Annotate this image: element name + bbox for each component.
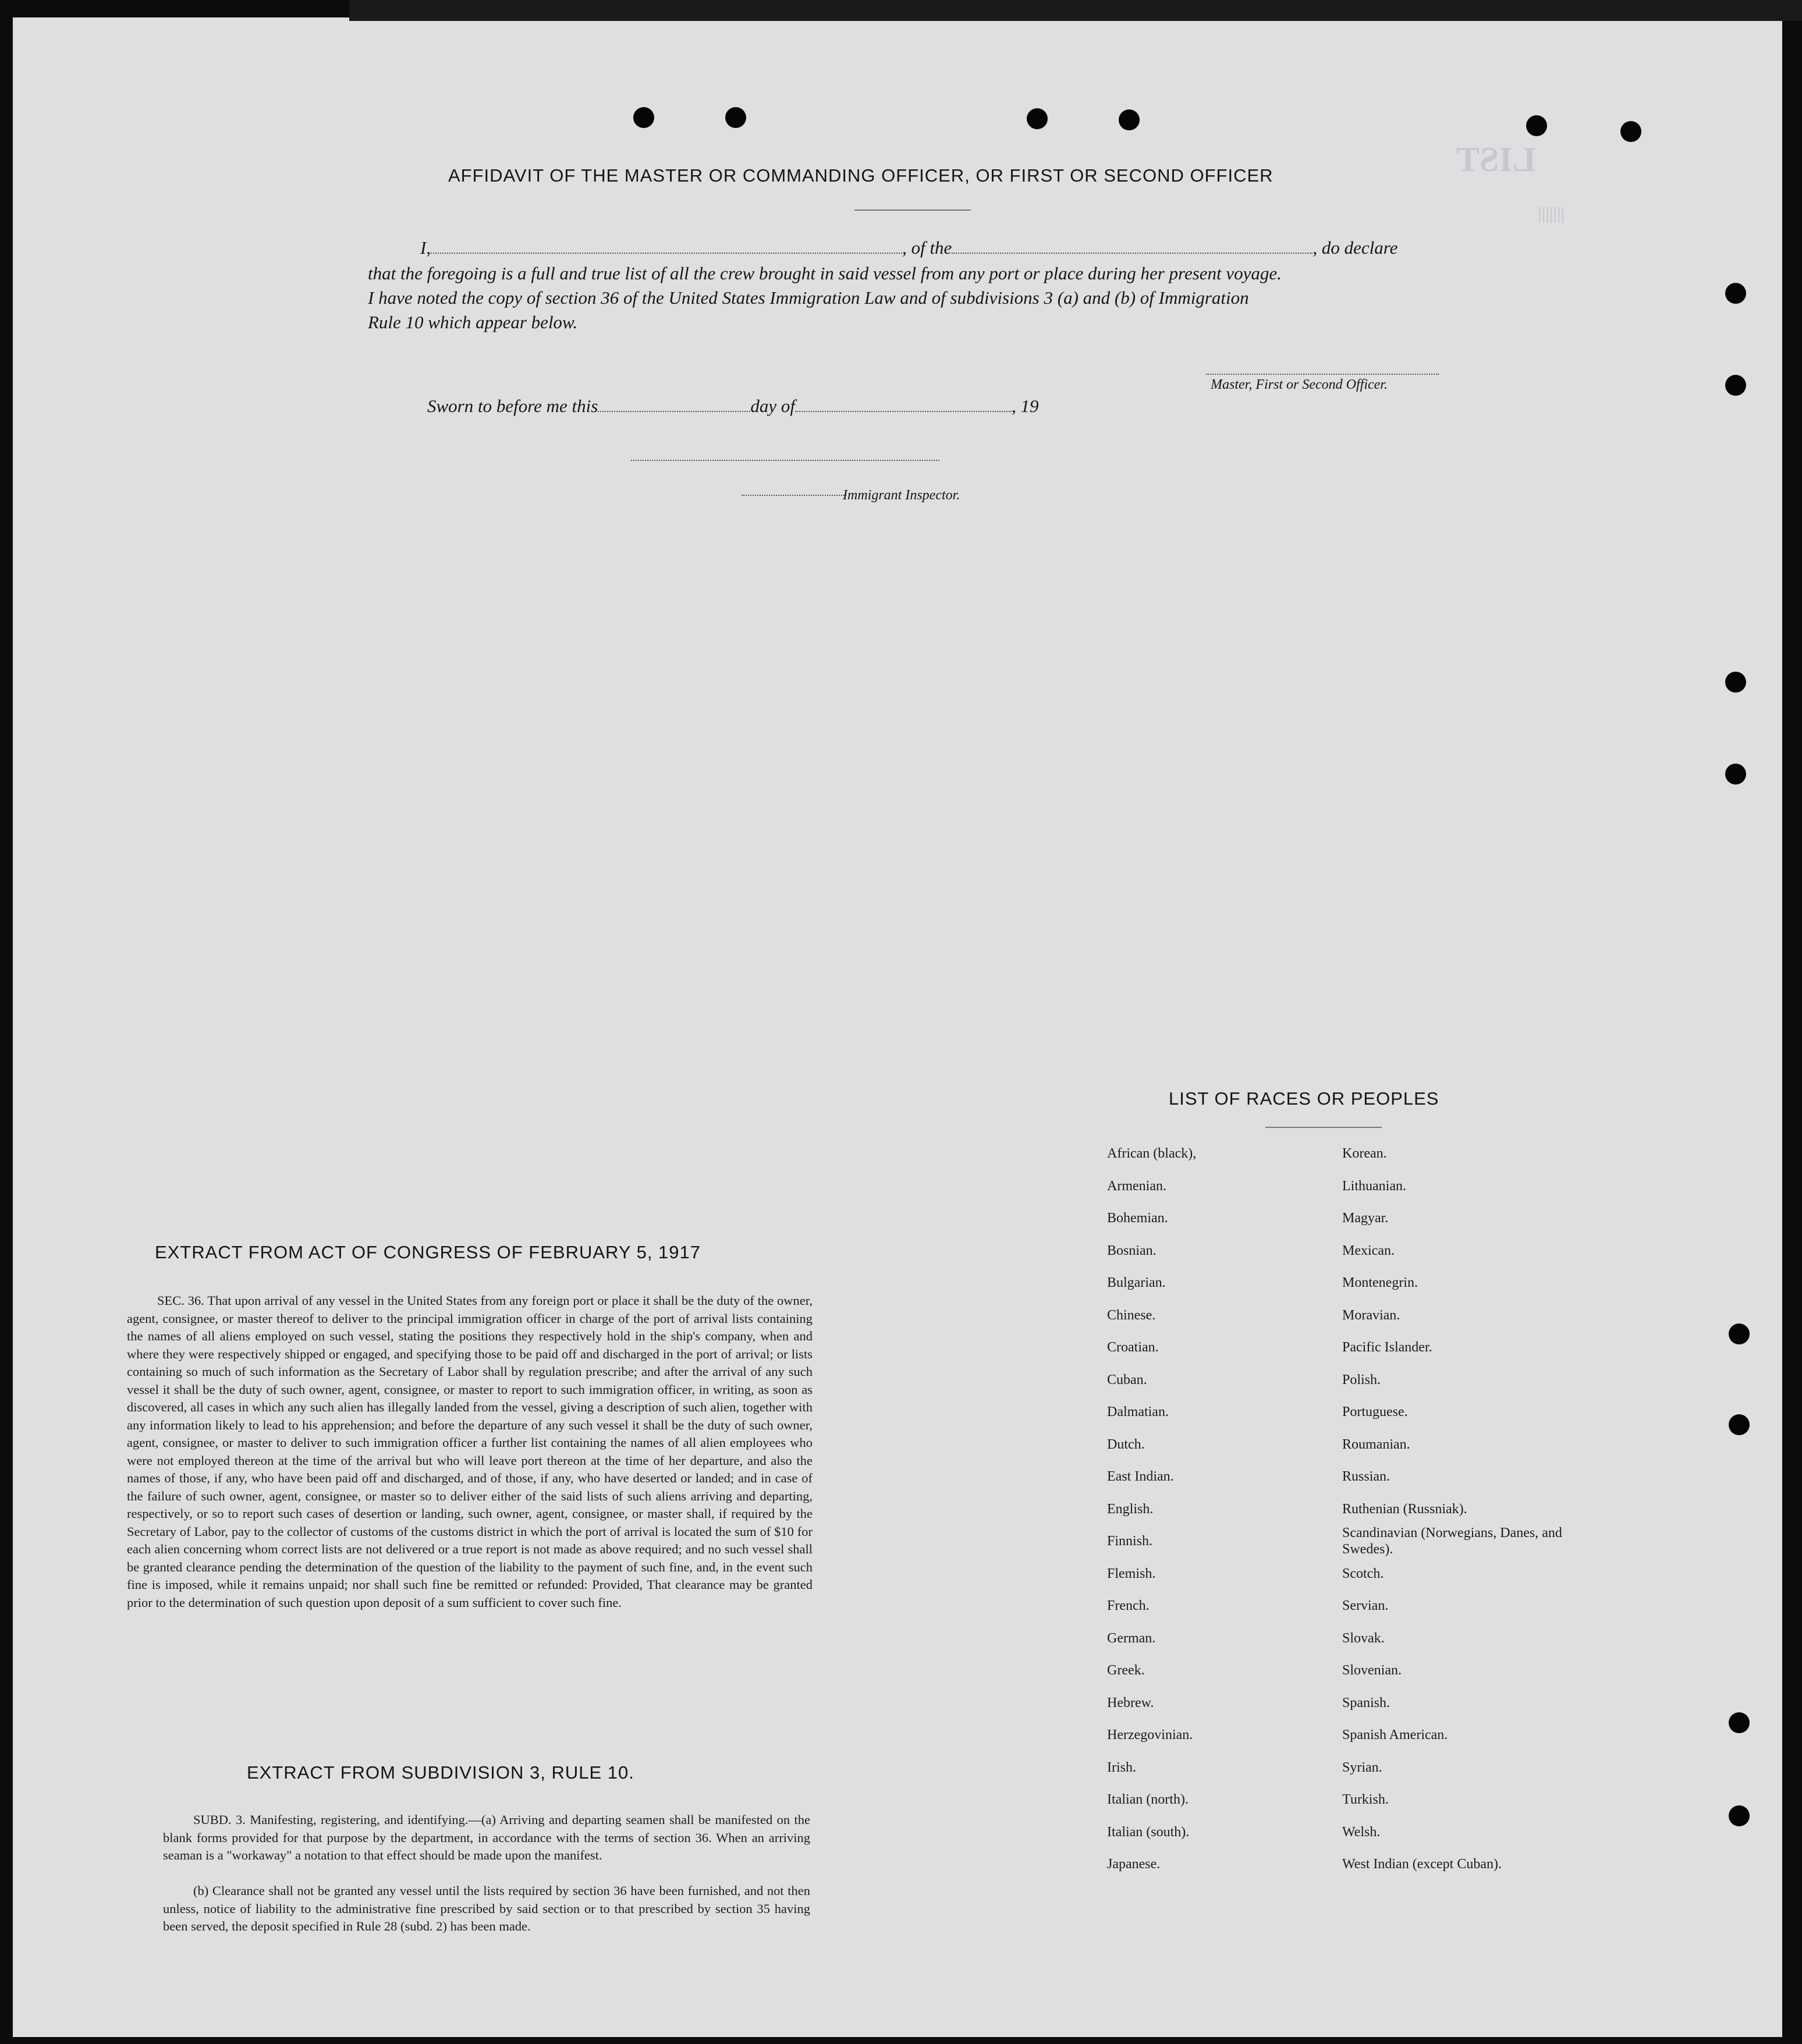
race-item: Syrian.	[1342, 1760, 1382, 1775]
document-page	[13, 17, 1782, 2037]
races-title-rule	[1265, 1127, 1382, 1128]
bleed-through-shadow: |||||||	[1538, 204, 1565, 223]
race-item: English.	[1107, 1502, 1154, 1517]
race-item: Italian (north).	[1107, 1792, 1189, 1807]
scan-top-edge	[349, 0, 1802, 21]
race-item: Croatian.	[1107, 1340, 1159, 1355]
race-item: French.	[1107, 1598, 1150, 1613]
race-item: Mexican.	[1342, 1243, 1395, 1258]
declaration-line	[420, 237, 1397, 258]
act-extract-title: EXTRACT FROM ACT OF CONGRESS OF FEBRUARY 5, 1917	[155, 1242, 701, 1262]
race-item: Korean.	[1342, 1146, 1387, 1161]
race-item: Dutch.	[1107, 1437, 1145, 1452]
sworn-text: Sworn to before me this	[427, 396, 598, 416]
do-declare-text: , do declare	[1313, 237, 1398, 258]
race-item: Herzegovinian.	[1107, 1727, 1193, 1743]
race-item: Chinese.	[1107, 1308, 1156, 1323]
bleed-through-shadow: LIST	[1456, 140, 1536, 179]
race-item: Lithuanian.	[1342, 1179, 1406, 1194]
rule-para-b: (b) Clearance shall not be granted any vessel until the lists required by section 36 have been furnished, and not then unless, notice of liability to the administrative fine prescribed by said section or to that prescribed by section 35 having been served, the deposit specified in Rule 28 (subd. 2) has been made.	[163, 1883, 810, 1933]
act-section-36-text: SEC. 36. That upon arrival of any vessel in the United States from any foreign port or place it shall be the duty of the owner, agent, consignee, or master thereof to deliver to the principal immigration officer in charge of the port of arrival lists containing the names of all aliens employed on such vessel, stating the positions they respectively hold in the ship's company, when and where they were respectively shipped or engaged, and specifying those to be paid off and discharged in the port of arrival; or lists containing so much of such information as the Secretary of Labor shall by regulation prescribe; and after the arrival of any such vessel it shall be the duty of such owner, agent, consignee, or master to report to such immigration officer, in writing, as soon as discovered, all cases in which any such alien has illegally landed from the vessel, giving a description of such alien, together with any information likely to lead to his apprehension; and before the departure of any such vessel it shall be the duty of such owner, agent, consignee, or master to deliver to such immigration officer a further list containing the names of all alien employees who were not employed thereon at the time of the arrival but who will leave port thereon at the time of her departure, and also the names of those, if any, who have been paid off and discharged, and of those, if any, who have deserted or landed; and in case of the failure of such owner, agent, consignee, or master so to deliver either of the said lists of such aliens arriving and departing, respectively, or so to report such cases of desertion or landing, such owner, agent, consignee, or master shall, if required by the Secretary of Labor, pay to the collector of customs of the customs district in which the port of arrival is located the sum of $10 for each alien concerning whom correct lists are not delivered or a true report is not made as above required; and no such vessel shall be granted clearance pending the determination of the question of the liability to the payment of such fine, and, in the event such fine is imposed, while it remains unpaid; nor shall such fine be remitted or refunded: Provided, That clearance may be granted prior to the determination of such question upon deposit of a sum sufficient to cover such fine.	[127, 1293, 813, 1610]
of-the-text: , of the	[902, 237, 952, 258]
race-item: Montenegrin.	[1342, 1275, 1418, 1290]
race-item: Bulgarian.	[1107, 1275, 1166, 1290]
race-item: Scotch.	[1342, 1566, 1384, 1581]
race-item: Italian (south).	[1107, 1825, 1190, 1840]
master-signature-field[interactable]	[1206, 362, 1439, 375]
day-of-text: day of	[750, 396, 795, 416]
race-item: Finnish.	[1107, 1534, 1153, 1549]
punch-hole	[1119, 109, 1140, 130]
declarant-name-field[interactable]	[431, 241, 902, 254]
master-signature-label: Master, First or Second Officer.	[1211, 377, 1388, 392]
rule-para-a: SUBD. 3. Manifesting, registering, and identifying.—(a) Arriving and departing seamen shall be manifested on the blank forms provided for that purpose by the department, in accordance with the terms of section 36. When an arriving seaman is a "workaway" a notation to that effect should be made upon the manifest.	[163, 1812, 810, 1862]
punch-hole	[1729, 1323, 1750, 1344]
race-item: Spanish American.	[1342, 1727, 1448, 1743]
race-item: Slovenian.	[1342, 1663, 1402, 1678]
declaration-text: I have noted the copy of section 36 of the United States Immigration Law and of subdivisions 3 (a) and (b) of Immigration	[368, 288, 1249, 308]
punch-hole	[633, 107, 654, 128]
title-rule	[854, 210, 971, 211]
sworn-line	[427, 396, 1038, 417]
race-item: East Indian.	[1107, 1469, 1174, 1484]
race-item: Polish.	[1342, 1372, 1381, 1387]
punch-hole	[1725, 283, 1746, 304]
race-item: Servian.	[1342, 1598, 1389, 1613]
sworn-month-field[interactable]	[795, 399, 1012, 412]
race-item: West Indian (except Cuban).	[1342, 1857, 1502, 1872]
race-item: German.	[1107, 1631, 1156, 1646]
punch-hole	[1526, 115, 1547, 136]
punch-hole	[1620, 121, 1641, 142]
inspector-signature-label: Immigrant Inspector.	[843, 488, 960, 503]
vessel-name-field[interactable]	[952, 241, 1313, 254]
race-item: Pacific Islander.	[1342, 1340, 1432, 1355]
race-item: Greek.	[1107, 1663, 1145, 1678]
races-title: LIST OF RACES OR PEOPLES	[1169, 1088, 1439, 1109]
rule-extract-title: EXTRACT FROM SUBDIVISION 3, RULE 10.	[247, 1762, 634, 1783]
race-item: Slovak.	[1342, 1631, 1385, 1646]
punch-hole	[1729, 1805, 1750, 1826]
punch-hole	[1725, 375, 1746, 396]
declaration-text: that the foregoing is a full and true list of all the crew brought in said vessel from any port or place during her present voyage.	[368, 263, 1282, 283]
race-item: Welsh.	[1342, 1825, 1381, 1840]
race-item: Magyar.	[1342, 1211, 1389, 1226]
year-text: , 19	[1011, 396, 1039, 416]
race-item: Bosnian.	[1107, 1243, 1157, 1258]
punch-hole	[1027, 108, 1048, 129]
race-item: Spanish.	[1342, 1695, 1390, 1711]
declarant-prefix: I,	[420, 237, 431, 258]
race-item: Scandinavian (Norwegians, Danes, and Swedes).	[1342, 1525, 1562, 1557]
punch-hole	[1729, 1414, 1750, 1435]
inspector-signature-field[interactable]	[742, 483, 846, 496]
race-item: African (black),	[1107, 1146, 1197, 1161]
sworn-day-field[interactable]	[598, 399, 750, 412]
race-item: Moravian.	[1342, 1308, 1400, 1323]
race-item: Roumanian.	[1342, 1437, 1410, 1452]
race-item: Russian.	[1342, 1469, 1390, 1484]
affidavit-title: AFFIDAVIT OF THE MASTER OR COMMANDING OFFICER, OR FIRST OR SECOND OFFICER	[448, 165, 1274, 186]
race-item: Portuguese.	[1342, 1404, 1408, 1420]
punch-hole	[1729, 1712, 1750, 1733]
race-item: Ruthenian (Russniak).	[1342, 1502, 1467, 1517]
punch-hole	[1725, 672, 1746, 693]
declaration-text: Rule 10 which appear below.	[368, 312, 578, 332]
punch-hole	[1725, 764, 1746, 785]
race-item: Japanese.	[1107, 1857, 1161, 1872]
race-item: Bohemian.	[1107, 1211, 1168, 1226]
race-item: Turkish.	[1342, 1792, 1389, 1807]
race-item: Armenian.	[1107, 1179, 1166, 1194]
race-item: Flemish.	[1107, 1566, 1156, 1581]
race-item: Irish.	[1107, 1760, 1136, 1775]
inspector-signature-field[interactable]	[631, 448, 939, 461]
race-item: Cuban.	[1107, 1372, 1147, 1387]
race-item: Dalmatian.	[1107, 1404, 1169, 1420]
punch-hole	[725, 107, 746, 128]
race-item: Hebrew.	[1107, 1695, 1154, 1711]
